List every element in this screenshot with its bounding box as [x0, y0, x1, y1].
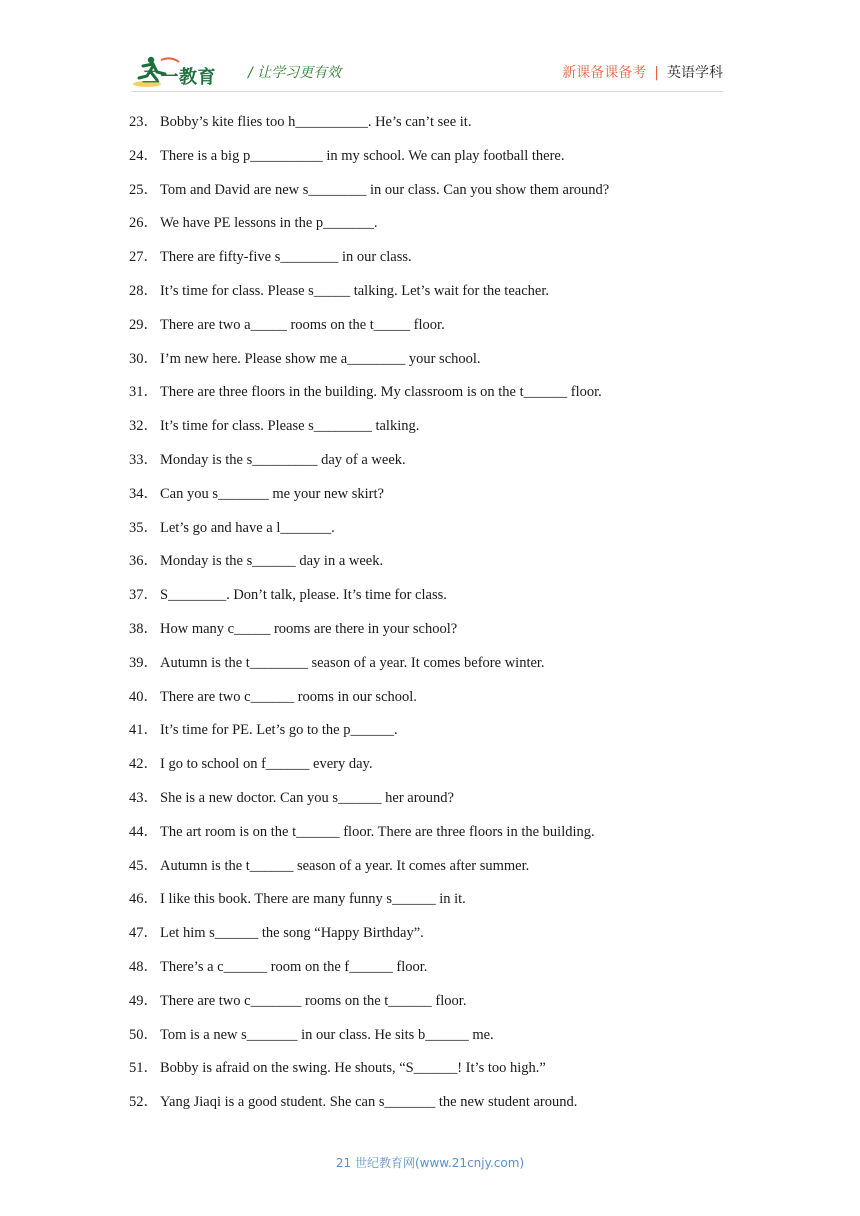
question-number: 43． — [129, 789, 158, 806]
question-text: There are fifty-five s________ in our class. — [160, 249, 412, 266]
question-number: 49． — [129, 992, 158, 1009]
question-item — [129, 823, 749, 857]
header-divider — [131, 91, 723, 92]
question-number: 47． — [129, 925, 158, 942]
question-number: 44． — [129, 823, 158, 840]
question-item — [129, 1026, 749, 1060]
question-number: 28． — [129, 282, 158, 299]
question-item — [129, 721, 749, 755]
question-number: 29． — [129, 316, 158, 333]
question-number: 40． — [129, 688, 158, 705]
question-number: 32． — [129, 418, 158, 435]
question-number: 41． — [129, 722, 158, 739]
question-item — [129, 755, 749, 789]
question-item — [129, 620, 749, 654]
question-number: 42． — [129, 756, 158, 773]
question-text: Bobby is afraid on the swing. He shouts, “S______! It’s too high.” — [160, 1060, 546, 1077]
question-text: Let him s______ the song “Happy Birthday”. — [160, 925, 424, 942]
question-item — [129, 417, 749, 451]
question-item — [129, 113, 749, 147]
question-text: Tom and David are new s________ in our class. Can you show them around? — [160, 181, 610, 198]
question-number: 38． — [129, 620, 158, 637]
question-number: 39． — [129, 654, 158, 671]
question-text: I like this book. There are many funny s______ in it. — [160, 891, 466, 908]
brand-label: 新课备课备考 — [562, 65, 647, 81]
question-list — [129, 113, 749, 1127]
question-item — [129, 282, 749, 316]
question-item — [129, 1059, 749, 1093]
question-text: Tom is a new s_______ in our class. He sits b______ me. — [160, 1026, 494, 1043]
header-right — [562, 62, 723, 82]
question-number: 48． — [129, 958, 158, 975]
question-number: 31． — [129, 384, 158, 401]
question-item — [129, 519, 749, 553]
question-item — [129, 654, 749, 688]
slogan: / 让学习更有效 — [248, 65, 342, 81]
question-number: 36． — [129, 553, 158, 570]
question-number: 45． — [129, 857, 158, 874]
question-item — [129, 992, 749, 1026]
question-text: It’s time for class. Please s_____ talking. Let’s wait for the teacher. — [160, 282, 549, 299]
question-number: 27． — [129, 249, 158, 266]
question-text: There’s a c______ room on the f______ floor. — [160, 958, 428, 975]
question-number: 34． — [129, 485, 158, 502]
logo-text: 二一教育 — [142, 67, 216, 87]
question-text: We have PE lessons in the p_______. — [160, 215, 378, 232]
question-item — [129, 789, 749, 823]
question-item — [129, 890, 749, 924]
question-item — [129, 316, 749, 350]
question-item — [129, 958, 749, 992]
question-item — [129, 552, 749, 586]
question-text: Monday is the s_________ day of a week. — [160, 451, 406, 468]
question-number: 30． — [129, 350, 158, 367]
question-item — [129, 1093, 749, 1127]
question-item — [129, 586, 749, 620]
question-item — [129, 485, 749, 519]
question-text: There are two c_______ rooms on the t______ floor. — [160, 992, 467, 1009]
question-text: It’s time for class. Please s________ talking. — [160, 418, 420, 435]
question-text: There is a big p__________ in my school. We can play football there. — [160, 147, 565, 164]
header-separator: | — [654, 65, 659, 81]
question-item — [129, 857, 749, 891]
question-item — [129, 181, 749, 215]
subject-label: 英语学科 — [667, 65, 723, 81]
question-text: Let’s go and have a l_______. — [160, 519, 335, 536]
question-text: There are two c______ rooms in our school. — [160, 688, 417, 705]
question-text: I’m new here. Please show me a________ your school. — [160, 350, 481, 367]
page-header — [0, 0, 860, 100]
question-item — [129, 451, 749, 485]
question-number: 37． — [129, 587, 158, 604]
question-number: 51． — [129, 1060, 158, 1077]
question-text: I go to school on f______ every day. — [160, 756, 373, 773]
question-item — [129, 214, 749, 248]
question-number: 23． — [129, 114, 158, 130]
question-text: Autumn is the t________ season of a year. It comes before winter. — [160, 654, 545, 671]
question-item — [129, 383, 749, 417]
question-number: 50． — [129, 1026, 158, 1043]
question-text: Autumn is the t______ season of a year. It comes after summer. — [160, 857, 530, 874]
question-item — [129, 248, 749, 282]
question-text: There are two a_____ rooms on the t_____ floor. — [160, 316, 445, 333]
question-text: She is a new doctor. Can you s______ her around? — [160, 789, 454, 806]
question-text: It’s time for PE. Let’s go to the p______. — [160, 722, 398, 739]
question-text: There are three floors in the building. My classroom is on the t______ floor. — [160, 384, 602, 401]
question-text: The art room is on the t______ floor. There are three floors in the building. — [160, 823, 595, 840]
question-number: 26． — [129, 215, 158, 232]
question-number: 33． — [129, 451, 158, 468]
question-text: How many c_____ rooms are there in your school? — [160, 620, 458, 637]
question-text: S________. Don’t talk, please. It’s time for class. — [160, 587, 447, 604]
question-number: 24． — [129, 147, 158, 164]
question-number: 46． — [129, 891, 158, 908]
question-item — [129, 688, 749, 722]
question-text: Yang Jiaqi is a good student. She can s_______ the new student around. — [160, 1094, 578, 1111]
question-text: Bobby’s kite flies too h__________. He’s can’t see it. — [160, 114, 472, 130]
question-number: 35． — [129, 519, 158, 536]
question-item — [129, 350, 749, 384]
question-number: 25． — [129, 181, 158, 198]
question-text: Monday is the s______ day in a week. — [160, 553, 384, 570]
question-text: Can you s_______ me your new skirt? — [160, 485, 384, 502]
question-item — [129, 924, 749, 958]
page-footer: 21 世纪教育网(www.21cnjy.com) — [335, 1156, 525, 1170]
question-item — [129, 147, 749, 181]
question-number: 52． — [129, 1094, 158, 1111]
